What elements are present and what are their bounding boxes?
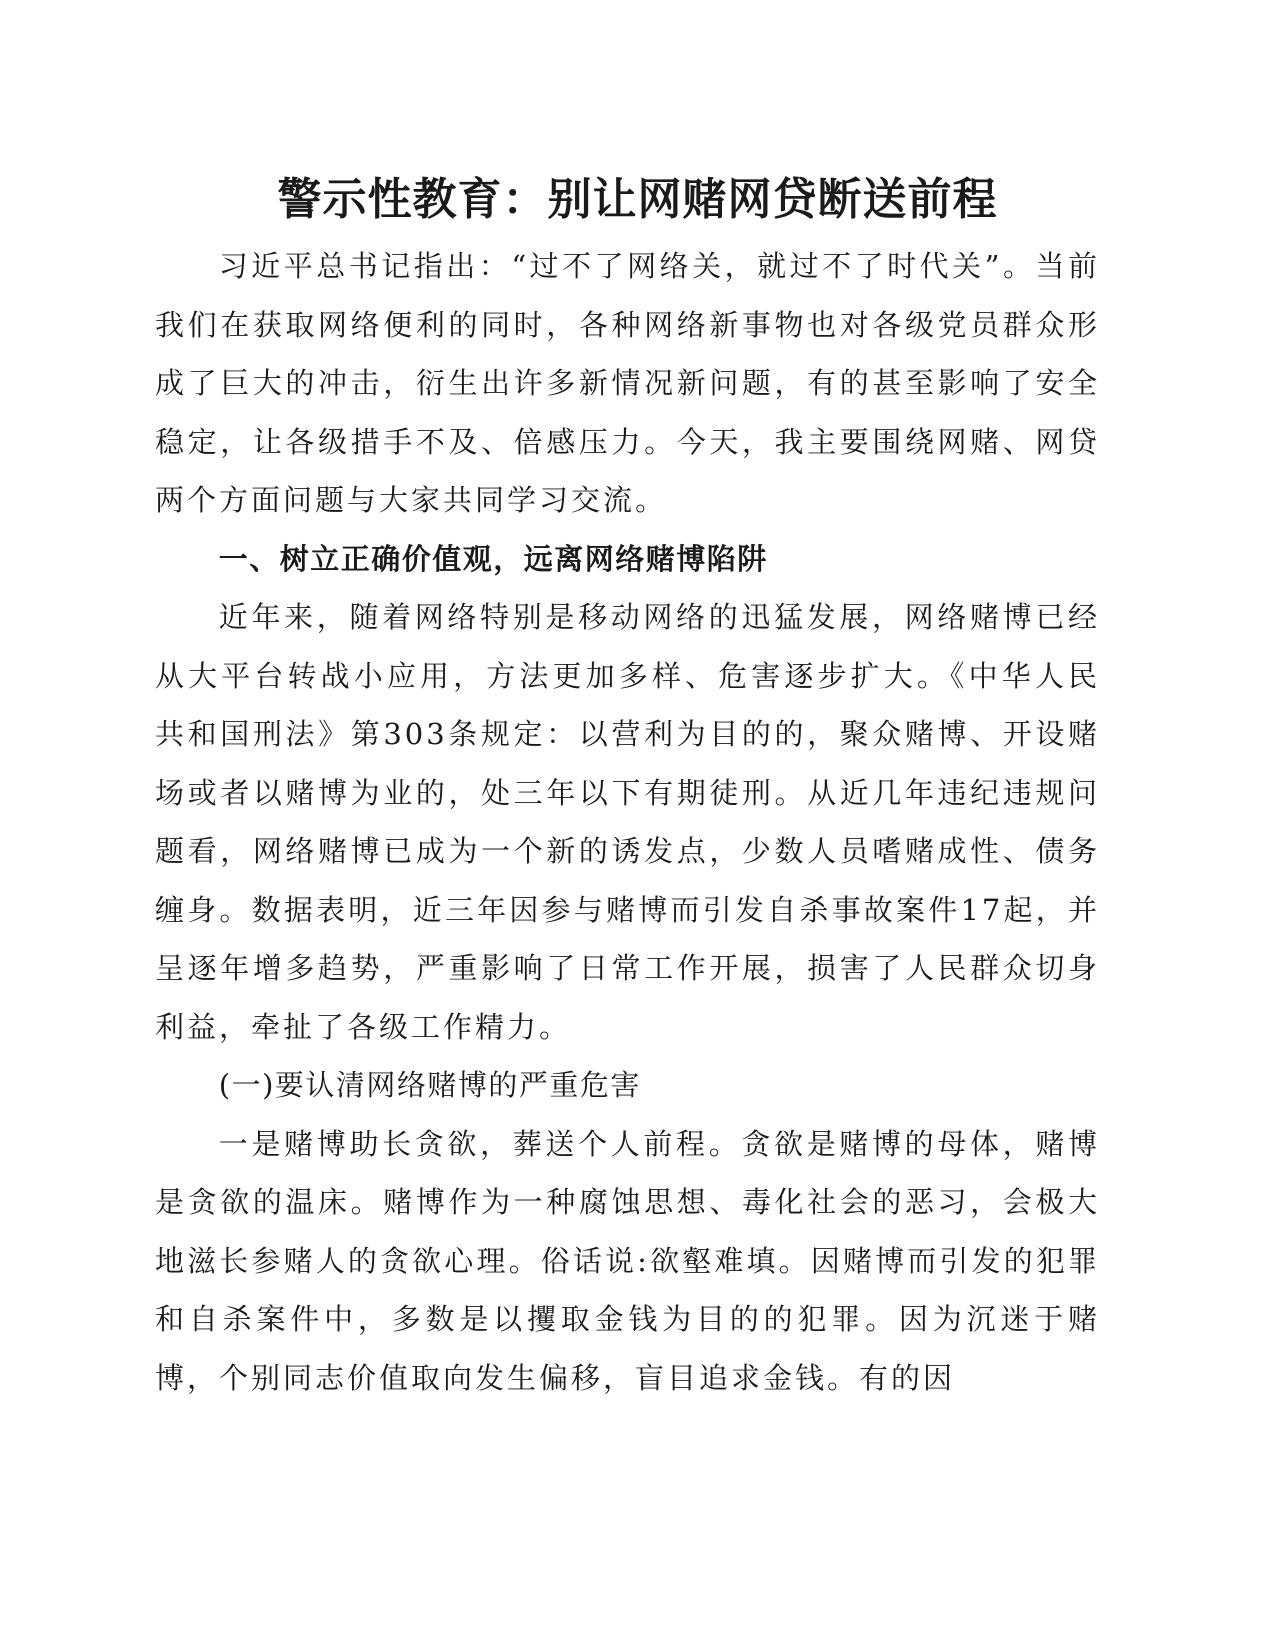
section-heading-1: 一、树立正确价值观，远离网络赌博陷阱 bbox=[218, 541, 768, 576]
document-body bbox=[155, 237, 1100, 1407]
section-1-paragraph: 近年来，随着网络特别是移动网络的迅猛发展，网络赌博已经从大平台转战小应用，方法更加多样、危害逐步扩大。《中华人民共和国刑法》第303条规定：以营利为目的的，聚众赌博、开设赌场或者以赌博为业的，处三年以下有期徒刑。从近几年违纪违规问题看，网络赌博已成为一个新的诱发点，少数人员嗜赌成性、债务缠身。数据表明，近三年因参与赌博而引发自杀事故案件17起，并呈逐年增多趋势，严重影响了日常工作开展，损害了人民群众切身利益，牵扯了各级工作精力。 bbox=[155, 600, 1100, 1044]
document-title: 警示性教育：别让网赌网贷断送前程 bbox=[277, 174, 998, 225]
intro-paragraph: 习近平总书记指出：“过不了网络关，就过不了时代关”。当前我们在获取网络便利的同时，各种网络新事物也对各级党员群众形成了巨大的冲击，衍生出许多新情况新问题，有的甚至影响了安全稳定，让各级措手不及、倍感压力。今天，我主要围绕网赌、网贷两个方面问题与大家共同学习交流。 bbox=[155, 249, 1100, 517]
subsection-1-paragraph: 一是赌博助长贪欲，葬送个人前程。贪欲是赌博的母体，赌博是贪欲的温床。赌博作为一种腐蚀思想、毒化社会的恶习，会极大地滋长参赌人的贪欲心理。俗话说:欲壑难填。因赌博而引发的犯罪和自杀案件中，多数是以攫取金钱为目的的犯罪。因为沉迷于赌博，个别同志价值取向发生偏移，盲目追求金钱。有的因 bbox=[155, 1126, 1100, 1395]
subsection-heading-1: (一)要认清网络赌博的严重危害 bbox=[218, 1068, 641, 1102]
